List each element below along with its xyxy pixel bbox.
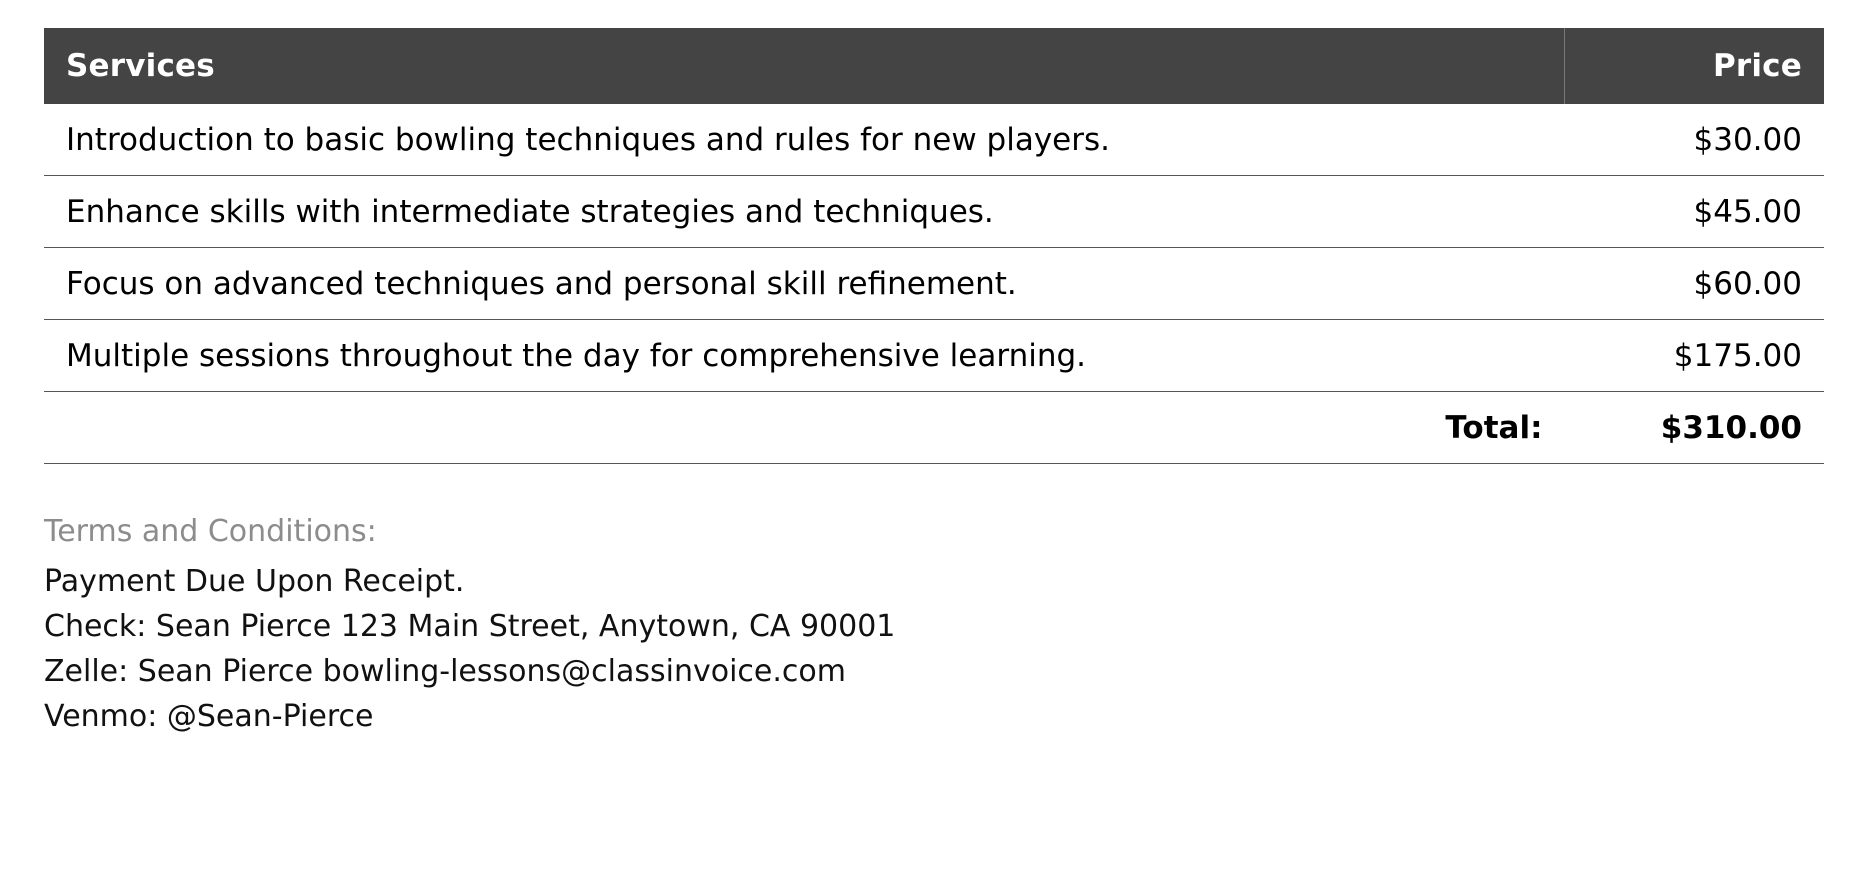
service-description: Enhance skills with intermediate strategies and techniques. xyxy=(44,176,1565,248)
table-row xyxy=(44,104,1824,176)
total-value: $310.00 xyxy=(1565,392,1825,464)
total-row xyxy=(44,392,1824,464)
service-price: $60.00 xyxy=(1565,248,1825,320)
terms-line: Zelle: Sean Pierce bowling-lessons@classinvoice.com xyxy=(44,654,846,689)
table-row xyxy=(44,176,1824,248)
total-label: Total: xyxy=(44,392,1565,464)
service-price: $45.00 xyxy=(1565,176,1825,248)
table-row xyxy=(44,320,1824,392)
column-header-services: Services xyxy=(44,28,1565,104)
service-description: Introduction to basic bowling techniques and rules for new players. xyxy=(44,104,1565,176)
terms-line: Venmo: @Sean-Pierce xyxy=(44,699,374,734)
terms-line: Check: Sean Pierce 123 Main Street, Anytown, CA 90001 xyxy=(44,609,896,644)
service-price: $175.00 xyxy=(1565,320,1825,392)
terms-line: Payment Due Upon Receipt. xyxy=(44,564,465,599)
column-header-price: Price xyxy=(1565,28,1825,104)
service-description: Multiple sessions throughout the day for comprehensive learning. xyxy=(44,320,1565,392)
service-description: Focus on advanced techniques and personal skill refinement. xyxy=(44,248,1565,320)
table-row xyxy=(44,248,1824,320)
table-header xyxy=(44,28,1824,104)
table-header-row xyxy=(44,28,1824,104)
services-price-table xyxy=(44,28,1824,464)
terms-and-conditions xyxy=(44,514,1824,739)
terms-title: Terms and Conditions: xyxy=(44,514,377,549)
table-body xyxy=(44,104,1824,464)
service-price: $30.00 xyxy=(1565,104,1825,176)
